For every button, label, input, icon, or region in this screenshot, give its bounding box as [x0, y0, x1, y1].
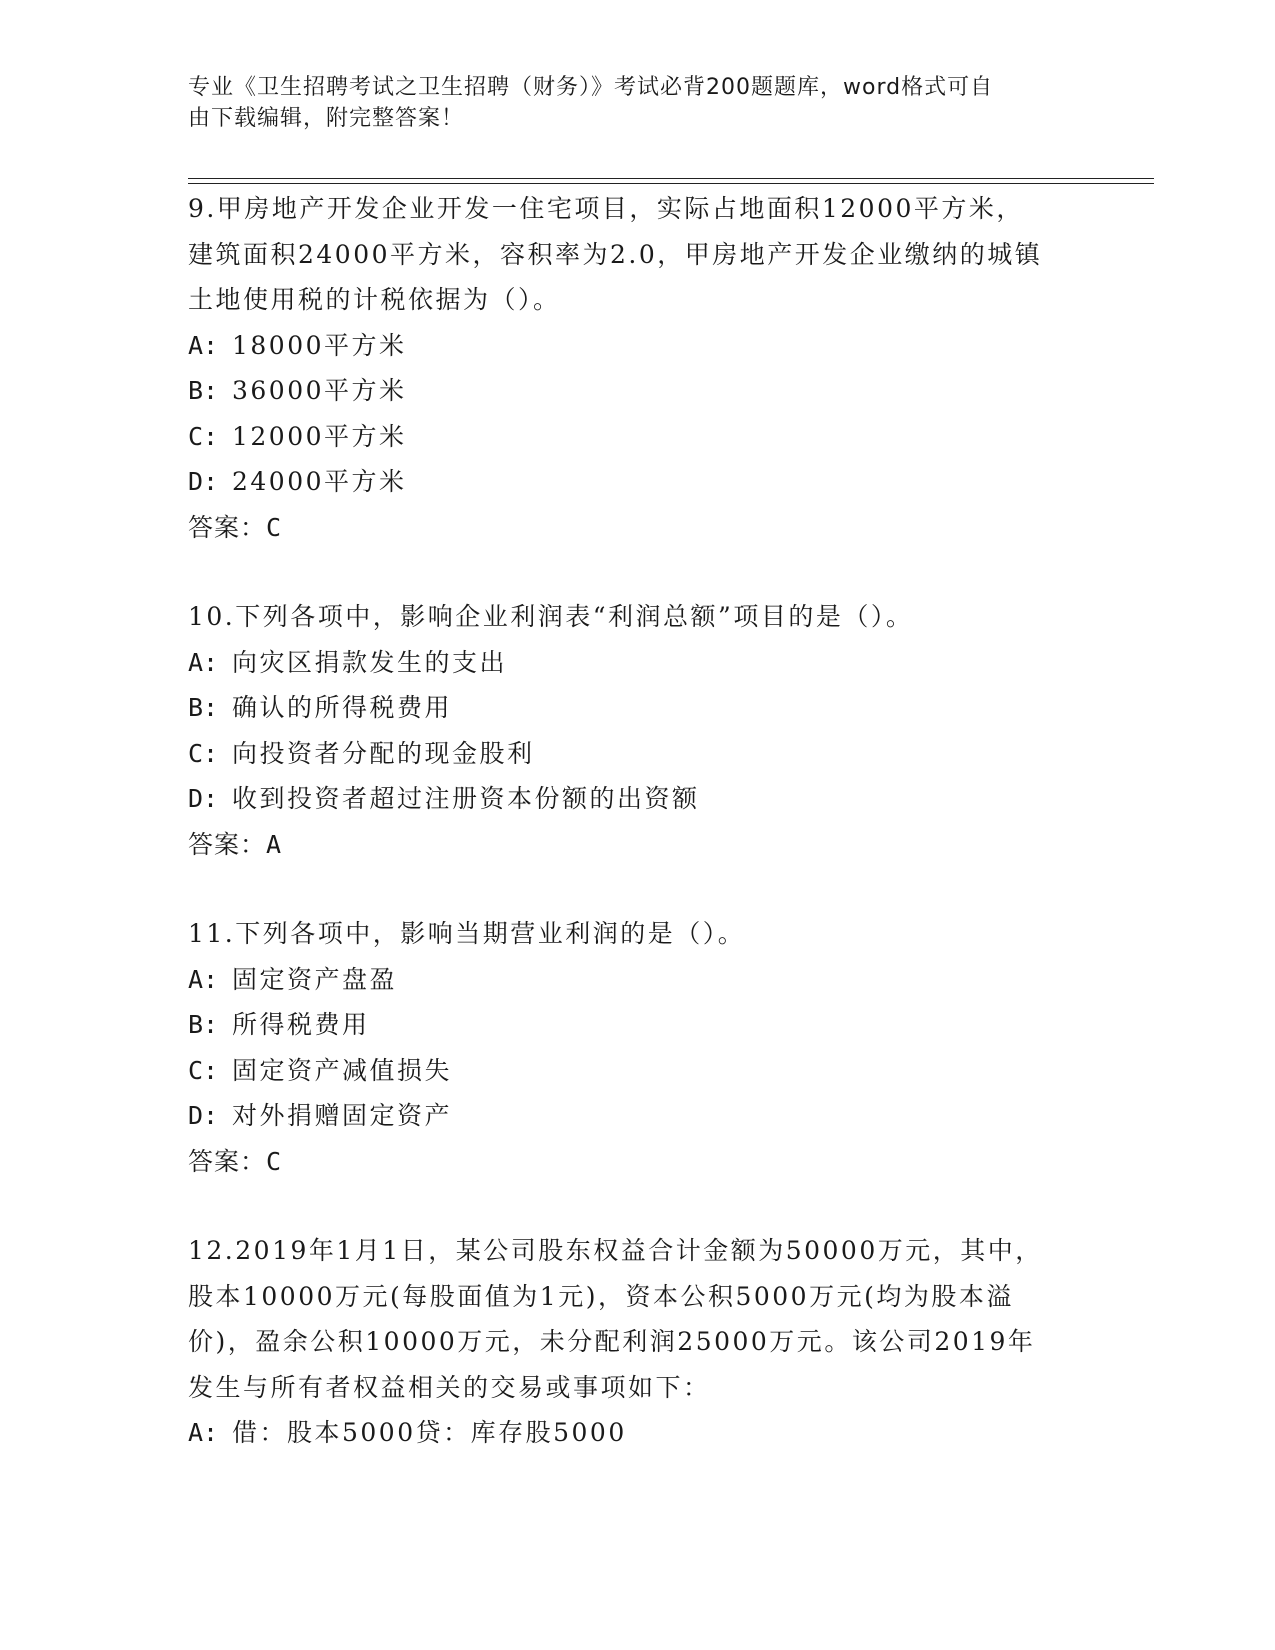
option-text: 确认的所得税费用	[232, 693, 453, 722]
answer-label: 答案：	[188, 1146, 267, 1176]
question-stem-line: 土地使用税的计税依据为（）。	[188, 285, 561, 314]
question-11	[188, 911, 1088, 1184]
question-stem-line: 股本10000万元(每股面值为1元)，资本公积5000万元(均为股本溢	[188, 1281, 1014, 1311]
question-stem-line: 12.2019年1月1日，某公司股东权益合计金额为50000万元，其中，	[188, 1236, 1043, 1265]
header-divider-top	[188, 178, 1154, 179]
header-line-2: 由下载编辑，附完整答案！	[188, 106, 465, 131]
option-d	[188, 1093, 1088, 1139]
option-text: 收到投资者超过注册资本份额的出资额	[232, 784, 700, 813]
question-stem-line: 9.甲房地产开发企业开发一住宅项目，实际占地面积12000平方米，	[188, 194, 1024, 223]
option-letter: D:	[188, 784, 219, 813]
question-9	[188, 186, 1088, 550]
option-letter: C:	[188, 421, 219, 451]
option-letter: A:	[188, 1418, 219, 1447]
option-d	[188, 776, 1088, 822]
option-text: 借：股本5000贷：库存股5000	[232, 1418, 627, 1447]
option-b	[188, 368, 1088, 414]
answer-label: 答案：	[188, 829, 267, 859]
option-letter: B:	[188, 693, 219, 722]
header-line-1: 专业《卫生招聘考试之卫生招聘（财务）》考试必背200题题库，word格式可自	[188, 75, 994, 100]
question-12	[188, 1228, 1088, 1456]
answer-value: C	[266, 1146, 283, 1176]
option-a	[188, 323, 1088, 369]
question-10	[188, 594, 1088, 867]
option-a	[188, 640, 1088, 686]
option-letter: A:	[188, 964, 219, 994]
question-stem-line: 发生与所有者权益相关的交易或事项如下：	[188, 1372, 711, 1402]
answer-line	[188, 505, 1088, 551]
question-stem-line: 价)，盈余公积10000万元，未分配利润25000万元。该公司2019年	[188, 1327, 1036, 1356]
answer-value: A	[266, 829, 283, 859]
option-text: 所得税费用	[232, 1010, 370, 1039]
option-letter: B:	[188, 376, 219, 405]
option-letter: D:	[188, 1101, 219, 1130]
document-header	[188, 72, 1088, 134]
option-c	[188, 731, 1088, 777]
option-c	[188, 1048, 1088, 1094]
option-text: 24000平方米	[232, 467, 407, 496]
question-list	[188, 186, 1088, 1500]
header-divider-bottom	[188, 183, 1154, 184]
answer-line	[188, 1139, 1088, 1185]
option-letter: C:	[188, 738, 219, 768]
option-letter: C:	[188, 1055, 219, 1085]
option-text: 固定资产减值损失	[232, 1055, 453, 1085]
option-letter: A:	[188, 330, 219, 360]
answer-label: 答案：	[188, 512, 267, 542]
option-d	[188, 459, 1088, 505]
option-text: 12000平方米	[232, 421, 407, 451]
option-text: 18000平方米	[232, 330, 407, 360]
question-stem-line: 11.下列各项中，影响当期营业利润的是（）。	[188, 919, 746, 948]
option-letter: A:	[188, 647, 219, 677]
answer-value: C	[266, 512, 283, 542]
option-b	[188, 685, 1088, 731]
question-stem-line: 10.下列各项中，影响企业利润表“利润总额”项目的是（）。	[188, 602, 914, 631]
option-text: 固定资产盘盈	[232, 964, 398, 994]
option-letter: D:	[188, 467, 219, 496]
option-c	[188, 414, 1088, 460]
option-b	[188, 1002, 1088, 1048]
answer-line	[188, 822, 1088, 868]
question-stem-line: 建筑面积24000平方米，容积率为2.0，甲房地产开发企业缴纳的城镇	[188, 239, 1043, 269]
option-text: 对外捐赠固定资产	[232, 1101, 453, 1130]
option-a	[188, 1410, 1088, 1456]
option-text: 向灾区捐款发生的支出	[232, 647, 508, 677]
option-text: 向投资者分配的现金股利	[232, 738, 535, 768]
option-letter: B:	[188, 1010, 219, 1039]
option-a	[188, 957, 1088, 1003]
option-text: 36000平方米	[232, 376, 407, 405]
